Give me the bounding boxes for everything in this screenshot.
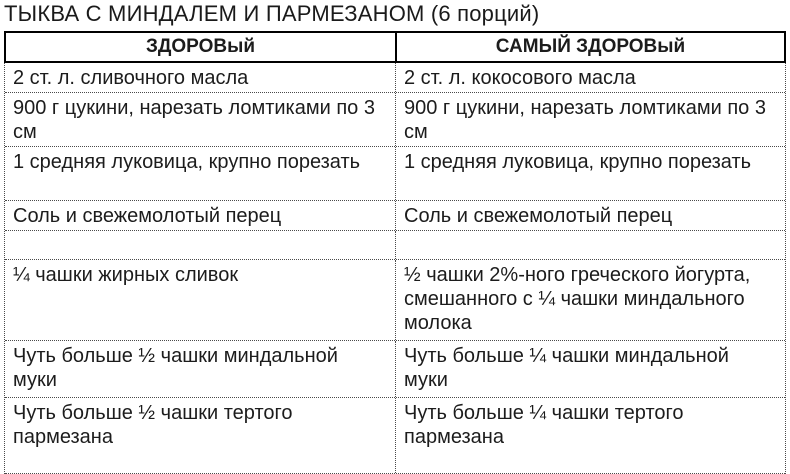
- table-row: [5, 201, 785, 231]
- ingredient-cell-healthiest: Чуть больше ¼ чашки миндальной муки: [395, 341, 785, 397]
- table-row: [5, 93, 785, 147]
- ingredient-cell-healthiest: 1 средняя луковица, крупно порезать: [395, 147, 785, 200]
- ingredient-cell-healthy: 1 средняя луковица, крупно порезать: [13, 151, 361, 173]
- table-row: [5, 147, 785, 201]
- ingredient-cell-healthy: Чуть больше ½ чашки тертого пармезана: [13, 402, 293, 448]
- table-row: [5, 398, 785, 474]
- table-body: [4, 63, 786, 474]
- table-row: [5, 260, 785, 341]
- ingredient-comparison-table: [4, 31, 786, 474]
- ingredient-cell-healthy: 900 г цукини, нарезать ломтиками по 3 см: [13, 97, 375, 143]
- ingredient-cell-healthiest: 2 ст. л. кокосового масла: [395, 63, 785, 92]
- ingredient-cell-healthy: Соль и свежемолотый перец: [13, 205, 282, 227]
- ingredient-cell-healthiest: Соль и свежемолотый перец: [395, 201, 785, 230]
- page-title: ТЫКВА С МИНДАЛЕМ И ПАРМЕЗАНОМ (6 порций): [4, 1, 540, 26]
- ingredient-cell-healthiest: 900 г цукини, нарезать ломтиками по 3 см: [395, 93, 785, 146]
- column-header-healthy: ЗДОРОВый: [145, 36, 256, 57]
- ingredient-cell-healthiest: [395, 231, 785, 259]
- ingredient-cell-healthy: 2 ст. л. сливочного масла: [13, 67, 249, 89]
- table-header-row: [4, 31, 786, 63]
- ingredient-cell-healthy: ¼ чашки жирных сливок: [13, 264, 239, 286]
- ingredient-cell-healthy: [5, 231, 395, 259]
- table-row: [5, 63, 785, 93]
- table-row: [5, 341, 785, 398]
- ingredient-cell-healthy: Чуть больше ½ чашки миндальной муки: [13, 345, 338, 391]
- column-header-healthiest: САМЫЙ ЗДОРОВый: [395, 33, 784, 61]
- ingredient-cell-healthiest: ½ чашки 2%-ного греческого йогурта, смешанного с ¼ чашки миндального молока: [395, 260, 785, 340]
- table-row-spacer: [5, 231, 785, 260]
- ingredient-cell-healthiest: Чуть больше ¼ чашки тертого пармезана: [395, 398, 785, 473]
